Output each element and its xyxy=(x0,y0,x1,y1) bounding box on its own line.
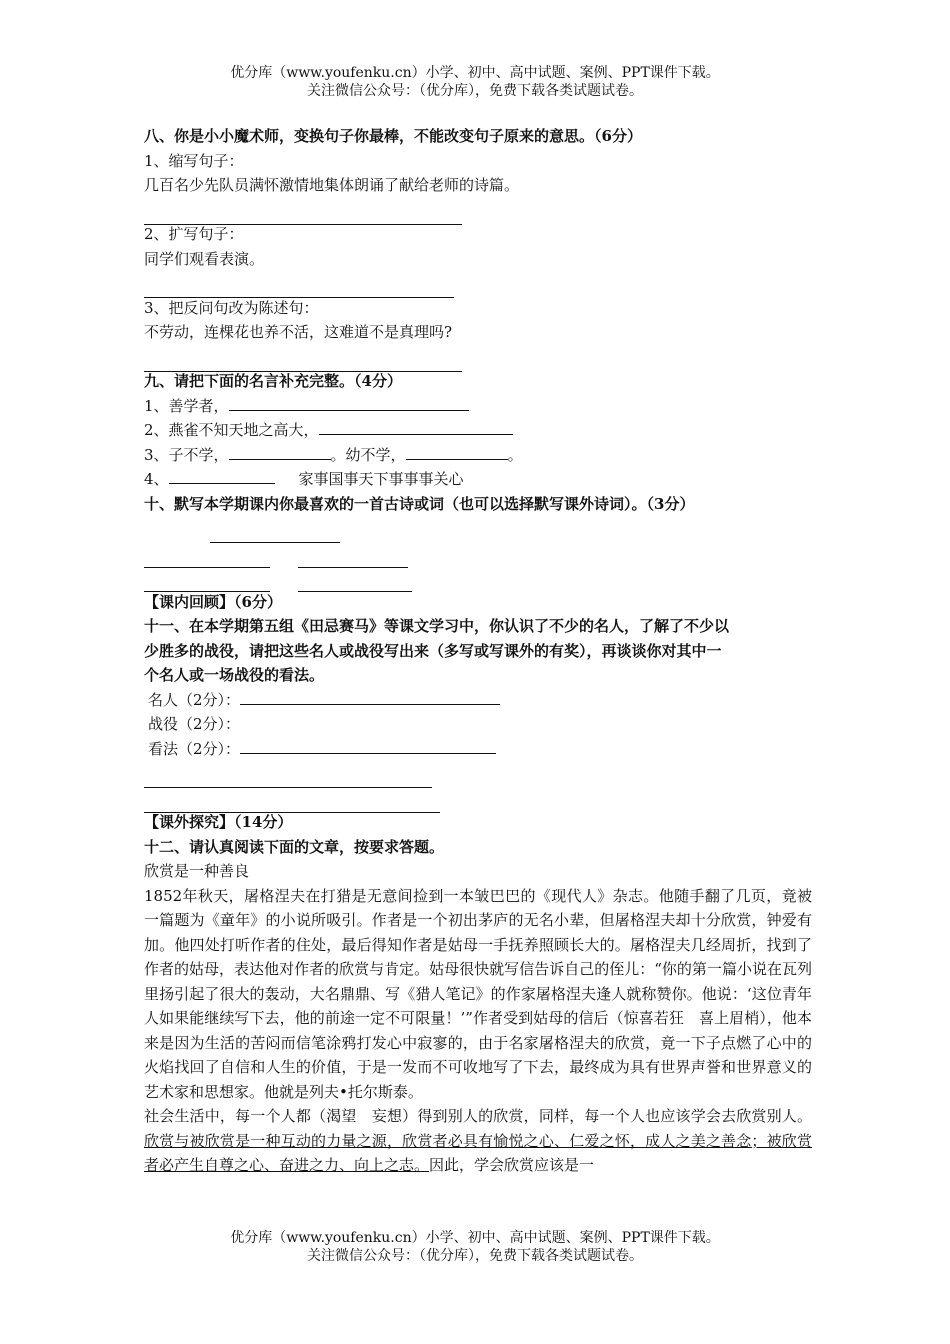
answer-blank[interactable] xyxy=(144,577,270,592)
article-paragraph-1: 1852年秋天，屠格涅夫在打猎是无意间捡到一本皱巴巴的《现代人》杂志。他随手翻了几页，竟被一篇题为《童年》的小说所吸引。作者是一个初出茅庐的无名小辈，但屠格涅夫却十分欣赏，钟爱有加。他四处打听作者的住处，最后得知作者是姑母一手抚养照顾长大的。屠格涅夫几经周折，找到了作者的姑母，表达他对作者的欣赏与肯定。姑母很快就写信告诉自己的侄儿：“你的第一篇小说在瓦列里扬引起了很大的轰动，大名鼎鼎、写《猎人笔记》的作家屠格涅夫逢人就称赞你。他说：‘这位青年人如果能继续写下去，他的前途一定不可限量！’”作者受到姑母的信后（惊喜若狂 喜上眉梢），他本来是因为生活的苦闷而信笔涂鸦打发心中寂寥的，由于名家屠格涅夫的欣赏，竟一下子点燃了心中的火焰找回了自信和人生的价值，于是一发而不可收地写了下去，最终成为具有世界声誉和世界意义的艺术家和思想家。他就是列夫•托尔斯泰。 xyxy=(144,886,812,1101)
q11-line-1: 十一、在本学期第五组《田忌赛马》等课文学习中，你认识了不少的名人，了解了不少以 xyxy=(144,617,730,635)
page-header xyxy=(0,64,950,100)
article-p2-start: 社会生活中，每一个人都（渴望 妄想）得到别人的欣赏，同样，每一个人也应该学会去欣赏别人。 xyxy=(144,1107,812,1125)
q9-item-3 xyxy=(144,443,812,468)
q9-item-4-text-a: 4、 xyxy=(144,470,169,488)
header-line-1: 优分库（www.youfenku.cn）小学、初中、高中试题、案例、PPT课件下载。 xyxy=(230,65,720,81)
q11-opinion-row xyxy=(144,737,812,762)
answer-blank[interactable] xyxy=(144,798,440,813)
q11-line-3: 个名人或一场战役的看法。 xyxy=(144,666,325,684)
q9-item-4 xyxy=(144,467,812,492)
article-title: 欣赏是一种善良 xyxy=(144,862,250,880)
q9-item-3-text-a: 3、子不学， xyxy=(144,445,229,464)
q9-item-2-text: 2、燕雀不知天地之高大， xyxy=(144,421,319,439)
q8-s2-label: 2、扩写句子： xyxy=(144,225,244,243)
answer-blank[interactable] xyxy=(144,357,462,372)
q9-item-2 xyxy=(144,418,812,443)
q11-battles-row xyxy=(144,712,812,737)
answer-blank[interactable] xyxy=(406,445,508,460)
q11-names-row xyxy=(144,688,812,713)
q9-title: 九、请把下面的名言补充完整。（4分） xyxy=(144,372,402,390)
answer-blank[interactable] xyxy=(144,283,454,298)
q8-s3-label: 3、把反问句改为陈述句： xyxy=(144,298,319,317)
answer-blank[interactable] xyxy=(240,739,496,754)
q8-s3-text: 不劳动，连棵花也养不活，这难道不是真理吗? xyxy=(144,323,453,341)
q11-opinion-line-1[interactable] xyxy=(144,761,812,786)
answer-blank[interactable] xyxy=(298,577,412,592)
q11-opinion-line-2[interactable] xyxy=(144,786,812,811)
q9-item-4-text-b: 家事国事天下事事事关心 xyxy=(298,470,464,488)
answer-blank[interactable] xyxy=(240,690,500,705)
q11-names-label: 名人（2分）： xyxy=(148,690,241,709)
q8-s1-label: 1、缩写句子： xyxy=(144,151,244,170)
q11-battles-label: 战役（2分）： xyxy=(148,715,241,733)
q10-poem-title-line[interactable] xyxy=(144,516,812,541)
answer-blank[interactable] xyxy=(144,210,462,225)
header-line-2: 关注微信公众号：（优分库），免费下载各类试题试卷。 xyxy=(307,83,643,99)
q10-poem-line-2[interactable] xyxy=(144,565,812,590)
q10-poem-line-1[interactable] xyxy=(144,541,812,566)
answer-blank[interactable] xyxy=(229,445,331,460)
q8-s3-answer-line[interactable] xyxy=(144,345,812,370)
review-heading: 【课内回顾】（6分） xyxy=(144,592,282,611)
article-p2-end: 因此，学会欣赏应该是一 xyxy=(429,1156,595,1174)
q9-item-3-text-b: 。幼不学， xyxy=(330,445,406,464)
exam-content xyxy=(144,124,812,1178)
q8-s2-text: 同学们观看表演。 xyxy=(144,249,265,268)
explore-heading: 【课外探究】（14分） xyxy=(144,813,293,831)
answer-blank[interactable] xyxy=(229,396,469,411)
footer-line-1: 优分库（www.youfenku.cn）小学、初中、高中试题、案例、PPT课件下载。 xyxy=(230,1230,720,1246)
q8-s1-text: 几百名少先队员满怀激情地集体朗诵了献给老师的诗篇。 xyxy=(144,176,520,194)
article-paragraph-2 xyxy=(144,1104,812,1178)
q10-title: 十、默写本学期课内你最喜欢的一首古诗或词（也可以选择默写课外诗词）。（3分） xyxy=(144,494,695,513)
q9-item-3-text-c: 。 xyxy=(507,445,523,464)
q8-s1-answer-line[interactable] xyxy=(144,198,812,223)
q8-title: 八、你是小小魔术师，变换句子你最棒，不能改变句子原来的意思。（6分） xyxy=(144,127,642,145)
q11-line-2: 少胜多的战役，请把这些名人或战役写出来（多写或写课外的有奖），再谈谈你对其中一 xyxy=(144,641,722,660)
answer-blank[interactable] xyxy=(169,469,275,484)
q9-item-1-text: 1、善学者， xyxy=(144,396,229,415)
q12-title: 十二、请认真阅读下面的文章，按要求答题。 xyxy=(144,837,445,856)
footer-line-2: 关注微信公众号：（优分库），免费下载各类试题试卷。 xyxy=(307,1248,643,1264)
page-footer xyxy=(0,1229,950,1265)
q11-opinion-label: 看法（2分）： xyxy=(148,739,241,758)
q9-item-1 xyxy=(144,394,812,419)
article-p2-underlined: 欣赏与被欣赏是一种互动的力量之源，欣赏者必具有愉悦之心、仁爱之怀，成人之美之善念；被欣赏者必产生自尊之心、奋进之力、向上之志。 xyxy=(144,1131,812,1174)
answer-blank[interactable] xyxy=(319,420,513,435)
q8-s2-answer-line[interactable] xyxy=(144,271,812,296)
